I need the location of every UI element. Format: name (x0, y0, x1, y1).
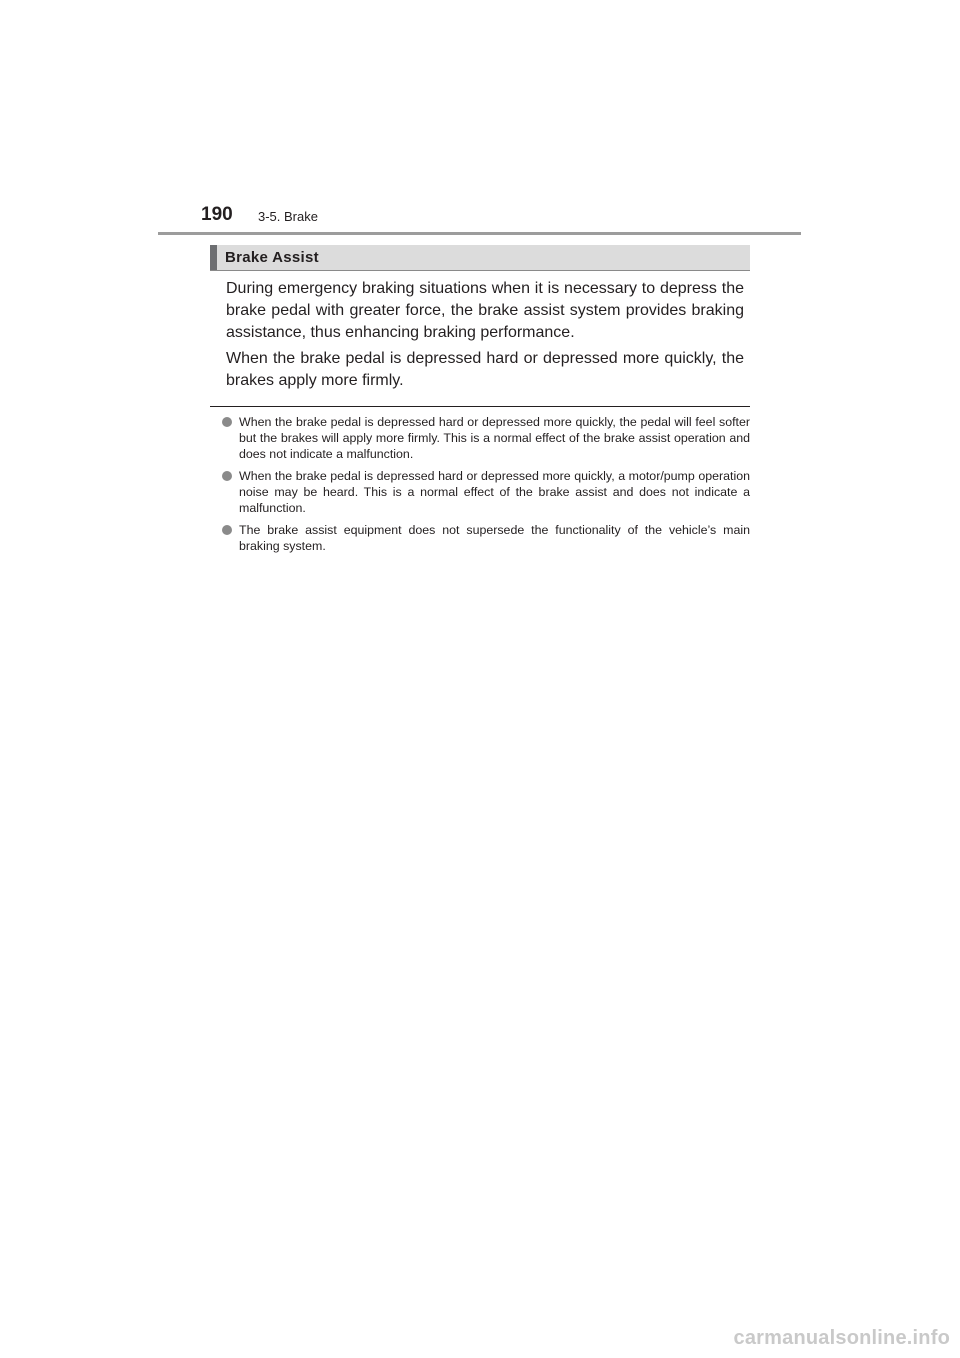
page-number: 190 (201, 204, 233, 225)
watermark: carmanualsonline.info (733, 1327, 950, 1349)
section-label: 3-5. Brake (258, 209, 318, 224)
section-title: Brake Assist (225, 249, 319, 266)
note-text: When the brake pedal is depressed hard or depressed more quickly, a motor/pump operation noise may be heard. This is a normal effect of the brake assist and does not indicate a malfunction. (239, 469, 750, 515)
note-item (222, 468, 750, 516)
notes-list (222, 414, 750, 560)
body-paragraph: When the brake pedal is depressed hard or depressed more quickly, the brakes apply more firmly. (226, 350, 744, 389)
section-heading (210, 245, 750, 271)
note-item (222, 522, 750, 554)
note-text: When the brake pedal is depressed hard or depressed more quickly, the pedal will feel softer but the brakes will apply more firmly. This is a normal effect of the brake assist operation and does not indicate a malfunction. (239, 415, 750, 461)
note-item (222, 414, 750, 462)
circle-bullet-icon (222, 417, 232, 427)
body-paragraph: During emergency braking situations when it is necessary to depress the brake pedal with greater force, the brake assist system provides braking assistance, thus enhancing braking performance. (226, 280, 744, 341)
circle-bullet-icon (222, 525, 232, 535)
notes-divider (210, 406, 750, 407)
circle-bullet-icon (222, 471, 232, 481)
header-rule (158, 232, 801, 235)
note-text: The brake assist equipment does not supersede the functionality of the vehicle’s main braking system. (239, 523, 750, 553)
heading-bar (210, 245, 217, 270)
